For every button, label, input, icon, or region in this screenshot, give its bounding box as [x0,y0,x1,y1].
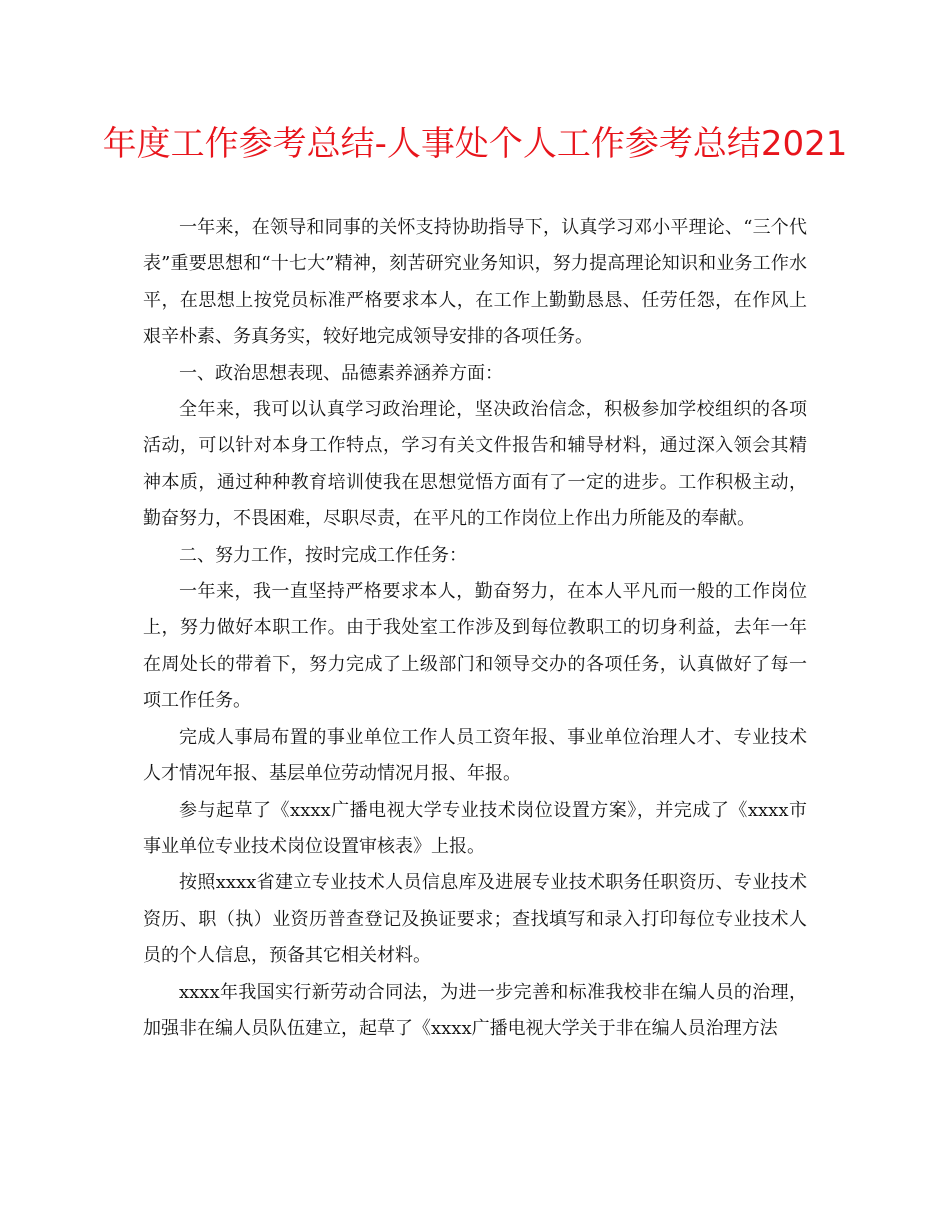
paragraph-intro: 一年来，在领导和同事的关怀支持协助指导下，认真学习邓小平理论、“三个代表”重要思想和“十七大”精神，刻苦研究业务知识，努力提高理论知识和业务工作水平，在思想上按党员标准严格要求本人，在工作上勤勤恳恳、任劳任怨，在作风上艰辛朴素、务真务实，较好地完成领导安排的各项任务。 [143,217,807,348]
document-title: 年度工作参考总结-人事处个人工作参考总结2021 [102,124,848,164]
paragraph-labor-contract: xxxx年我国实行新劳动合同法，为进一步完善和标准我校非在编人员的治理，加强非在编人员队伍建立，起草了《xxxx广播电视大学关于非在编人员治理方法 [143,981,807,1039]
document-body [143,210,807,1047]
paragraph-database: 按照xxxx省建立专业技术人员信息库及进展专业技术职务任职资历、专业技术资历、职（执）业资历普查登记及换证要求；查找填写和录入打印每位专业技术人员的个人信息，预备其它相关材料。 [143,872,807,967]
paragraph-reports: 完成人事局布置的事业单位工作人员工资年报、事业单位治理人才、专业技术人才情况年报、基层单位劳动情况月报、年报。 [143,726,807,785]
paragraph-drafting: 参与起草了《xxxx广播电视大学专业技术岗位设置方案》，并完成了《xxxx市事业单位专业技术岗位设置审核表》上报。 [143,799,807,857]
section-heading-work: 二、努力工作，按时完成工作任务： [179,544,467,566]
paragraph-political: 全年来，我可以认真学习政治理论，坚决政治信念，积极参加学校组织的各项活动，可以针对本身工作特点，学习有关文件报告和辅导材料，通过深入领会其精神本质，通过种种教育培训使我在思想觉悟方面有了一定的进步。工作积极主动，勤奋努力，不畏困难，尽职尽责，在平凡的工作岗位上作出力所能及的奉献。 [143,399,807,530]
section-heading-political: 一、政治思想表现、品德素养涵养方面： [179,362,503,384]
paragraph-work: 一年来，我一直坚持严格要求本人，勤奋努力，在本人平凡而一般的工作岗位上，努力做好本职工作。由于我处室工作涉及到每位教职工的切身利益，去年一年在周处长的带着下，努力完成了上级部门和领导交办的各项任务，认真做好了每一项工作任务。 [143,581,807,712]
